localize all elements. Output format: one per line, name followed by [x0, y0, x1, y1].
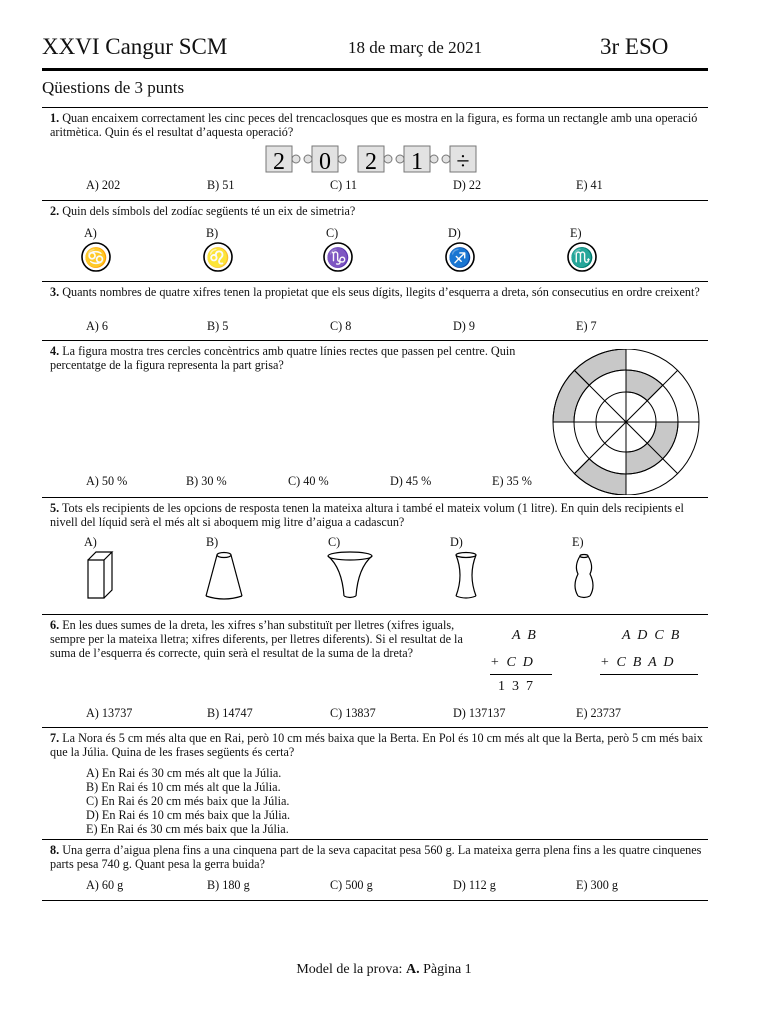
cancer-icon [80, 241, 112, 273]
option-b[interactable]: B) 5 [207, 319, 229, 333]
svg-text:1: 1 [411, 149, 423, 175]
puzzle-piece [358, 146, 392, 175]
svg-text:♌: ♌ [206, 248, 230, 269]
option-label: E) [570, 226, 582, 240]
option-c[interactable]: C) 500 g [330, 878, 373, 892]
exam-title: XXVI Cangur SCM [42, 34, 228, 59]
option-e[interactable]: E) En Rai és 30 cm més baix que la Júlia. [86, 822, 289, 836]
question-text: La Nora és 5 cm més alta que en Rai, però 10 cm més baixa que la Berta. En Pol és 10 cm més alt que la Berta, però 5 cm més baix que la Júlia. Quina de les frases següents és certa? [50, 731, 703, 759]
svg-text:♋: ♋ [84, 248, 108, 269]
page-footer [0, 962, 768, 978]
option-e[interactable]: E) 7 [576, 319, 597, 333]
question-1 [50, 111, 710, 139]
question-3 [50, 285, 710, 299]
sum-left-result: 1 3 7 [498, 679, 533, 694]
question-text: Tots els recipients de les opcions de resposta tenen la mateixa altura i també el mateix volum (1 litre). En quin dels recipients el nivell del líquid serà el més alt si aboquem mig litre d’aigua a cadascun? [50, 501, 684, 529]
question-text: Una gerra d’aigua plena fins a una cinquena part de la seva capacitat pesa 560 g. La mateixa gerra plena fins a les quatre cinquenes parts pesa 740 g. Quant pesa la gerra buida? [50, 843, 702, 871]
option-a[interactable]: A) 60 g [86, 878, 124, 892]
option-b[interactable]: B) 180 g [207, 878, 250, 892]
scorpio-icon [566, 241, 598, 273]
leo-icon [202, 241, 234, 273]
bottle-container-icon [575, 555, 593, 598]
option-label: C) [326, 226, 339, 240]
option-c[interactable]: C) 8 [330, 319, 352, 333]
option-b[interactable]: B) En Rai és 10 cm més alt que la Júlia. [86, 780, 281, 794]
option-label: B) [206, 226, 219, 240]
prism-container-icon [88, 552, 112, 598]
question-text: Quants nombres de quatre xifres tenen la propietat que els seus dígits, llegits d’esquerra a dreta, són consecutius en ordre creixent? [62, 285, 700, 299]
option-d[interactable]: D) 9 [453, 319, 476, 333]
option-a[interactable]: A) 6 [86, 319, 109, 333]
divider [42, 614, 708, 615]
question-number: 4. [50, 344, 60, 358]
exam-date: 18 de març de 2021 [348, 38, 483, 57]
option-e[interactable]: E) 23737 [576, 706, 622, 720]
puzzle-piece [266, 146, 300, 175]
gray-sector [574, 459, 626, 495]
option-d[interactable]: D) 45 % [390, 474, 432, 488]
option-b[interactable]: B) 14747 [207, 706, 253, 720]
puzzle-piece [304, 146, 346, 175]
question-text: Quin dels símbols del zodíac següents té un eix de simetria? [62, 204, 356, 218]
options-q7 [86, 766, 290, 836]
question-8 [50, 843, 710, 871]
svg-text:♐: ♐ [448, 248, 472, 269]
option-c[interactable]: C) 13837 [330, 706, 376, 720]
option-c[interactable]: C) En Rai és 20 cm més baix que la Júlia. [86, 794, 290, 808]
option-a[interactable]: A) [84, 535, 97, 549]
capricorn-icon [322, 241, 354, 273]
option-c[interactable]: C) [328, 535, 341, 549]
divider [42, 107, 708, 108]
option-a[interactable]: A) 202 [86, 178, 121, 192]
section-title: Qüestions de 3 punts [42, 78, 185, 97]
option-d[interactable]: D) En Rai és 10 cm més baix que la Júlia. [86, 808, 291, 822]
option-c[interactable]: C) 40 % [288, 474, 329, 488]
question-number: 3. [50, 285, 60, 299]
frustum-container-icon [206, 553, 242, 600]
question-text: En les dues sumes de la dreta, les xifres s’han substituït per lletres (xifres iguals, sempre per la mateixa lletra; xifres diferents, per lletres diferents). Si el resultat de la suma de l’esquerra és correcte, quin serà el resultat de la suma de la dreta? [50, 618, 463, 660]
puzzle-figure [258, 142, 494, 176]
gray-sector [626, 370, 663, 401]
option-d[interactable]: D) 22 [453, 178, 482, 192]
option-e[interactable]: E) 41 [576, 178, 603, 192]
question-text: Quan encaixem correctament les cinc peces del trencaclosques que es mostra en la figura, es forma un rectangle amb una operació aritmètica. Quin és el resultat d’aquesta operació? [50, 111, 698, 139]
question-number: 1. [50, 111, 60, 125]
option-a[interactable]: A) 50 % [86, 474, 128, 488]
question-number: 2. [50, 204, 60, 218]
svg-text:♑: ♑ [326, 248, 350, 269]
divider [42, 727, 708, 728]
option-e[interactable]: E) 300 g [576, 878, 618, 892]
option-label: D) [448, 226, 461, 240]
vase-container-icon [328, 552, 372, 598]
question-2 [50, 204, 710, 218]
question-number: 6. [50, 618, 60, 632]
sagittarius-icon [444, 241, 476, 273]
puzzle-piece [396, 146, 438, 175]
divider [42, 497, 708, 498]
option-d[interactable]: D) 112 g [453, 878, 496, 892]
option-b[interactable]: B) [206, 535, 219, 549]
option-b[interactable]: B) 51 [207, 178, 235, 192]
sum-right-row1: A D C B [622, 628, 680, 643]
question-6 [50, 618, 466, 660]
option-d[interactable]: D) [450, 535, 463, 549]
zodiac-options [84, 226, 604, 274]
option-a[interactable]: A) En Rai és 30 cm més alt que la Júlia. [86, 766, 282, 780]
option-e[interactable]: E) 35 % [492, 474, 532, 488]
sum-left-line [490, 674, 552, 675]
divider [42, 340, 708, 341]
sum-right-line [600, 674, 698, 675]
model-letter: A. [405, 962, 420, 977]
footer-prefix: Model de la prova: [296, 962, 406, 977]
question-5 [50, 501, 710, 529]
svg-text:♏: ♏ [570, 248, 594, 269]
option-c[interactable]: C) 11 [330, 178, 357, 192]
svg-text:2: 2 [273, 149, 285, 175]
question-4 [50, 344, 530, 372]
svg-text:0: 0 [319, 149, 331, 175]
footer-suffix: Pàgina 1 [419, 962, 472, 977]
option-b[interactable]: B) 30 % [186, 474, 227, 488]
sum-left-row2: + C D [490, 655, 533, 670]
concentric-circles-figure [548, 349, 704, 495]
puzzle-piece [442, 146, 476, 175]
exam-level: 3r ESO [600, 34, 669, 59]
divider [42, 200, 708, 201]
header-rule [42, 68, 708, 71]
hourglass-container-icon [456, 553, 476, 599]
option-a[interactable]: A) 13737 [86, 706, 133, 720]
question-number: 8. [50, 843, 60, 857]
svg-text:÷: ÷ [456, 149, 470, 175]
question-number: 5. [50, 501, 60, 515]
option-e[interactable]: E) [572, 535, 584, 549]
divider [42, 900, 708, 901]
containers-figure [84, 550, 624, 610]
option-d[interactable]: D) 137137 [453, 706, 506, 720]
question-text: La figura mostra tres cercles concèntrics amb quatre línies rectes que passen pel centre. Quin percentatge de la figura representa la part grisa? [50, 344, 516, 372]
sum-left-row1: A B [512, 628, 536, 643]
question-number: 7. [50, 731, 60, 745]
divider [42, 281, 708, 282]
sum-right-row2: + C B A D [600, 655, 674, 670]
svg-text:2: 2 [365, 149, 377, 175]
option-label: A) [84, 226, 97, 240]
divider [42, 839, 708, 840]
question-7 [50, 731, 710, 759]
